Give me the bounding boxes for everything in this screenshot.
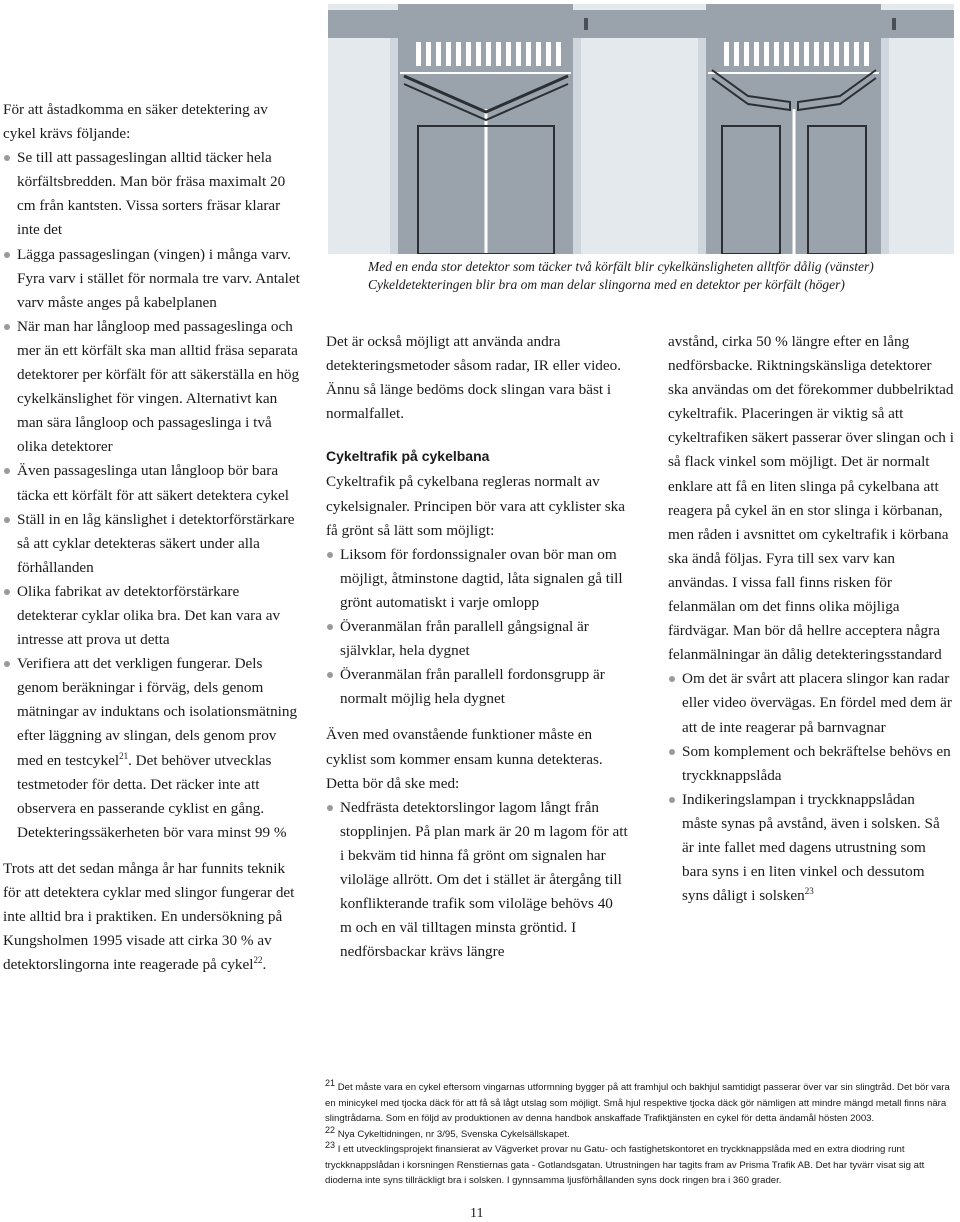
signal-post-icon: [584, 18, 588, 30]
paragraph: Även med ovanstående funktioner måste en cyklist som kommer ensam kunna detekteras. Detta bör då ske med:: [326, 726, 603, 792]
list-item: Även passageslinga utan långloop bör bara täcka ett körfält för att säkert detektera cykel: [3, 459, 303, 507]
list-item: Överanmälan från parallell gångsignal är självklar, hela dygnet: [326, 615, 628, 663]
stop-line: [400, 72, 571, 74]
curb: [573, 38, 581, 254]
curb: [390, 38, 398, 254]
list-item: Om det är svårt att placera slingor kan radar eller video övervägas. En fördel med dem är att de inte reagerar på barnvagnar: [668, 667, 954, 739]
requirements-list: [3, 146, 303, 845]
footnote-number: 23: [325, 1139, 336, 1150]
footnote: [325, 1124, 957, 1143]
stop-line: [708, 72, 879, 74]
caption-line: Med en enda stor detektor som täcker två körfält blir cykelkänsligheten alltför dålig (vänster): [368, 259, 874, 274]
footnote-text: Det måste vara en cykel eftersom vingarnas utformning bygger på att framhjul och bakhjul samtidigt passerar över var sin slingtråd. Det bör vara en minicykel med tjocka däck för att få så lågt utslag som möjligt. Små hjul respektive tjocka däck gör nämligen att mindre mängd metall finns nära slingtrådarna. Som en följd av produktionen av denna handbok anskaffade Trafiktjänsten en cykel för detta ändamål hösten 2003.: [325, 1082, 950, 1124]
footnote-ref: 22: [253, 955, 263, 966]
road: [328, 10, 954, 38]
section-heading: Cykeltrafik på cykelbana: [326, 448, 490, 465]
intersection-figure: [328, 4, 954, 254]
page-number: 11: [470, 1206, 484, 1221]
list-item: Som komplement och bekräftelse behövs en tryckknappslåda: [668, 740, 954, 788]
footnote: [325, 1139, 957, 1189]
list-item: Nedfrästa detektorslingor lagom långt från stopplinjen. På plan mark är 20 m lagom för att i bekväm tid hinna få grönt om signalen har viloläge allrött. Om det i stället är återgång till konflikterande trafik som viloläge behövs 40 m och en väl tilltagen minsta gröntid. I nedförsbackar krävs längre: [326, 796, 628, 965]
list-item: När man har långloop med passageslinga och mer än ett körfält ska man alltid fräsa separata detektorer per körfält för att säkerställa en hög cykelkänslighet för vingen. Alternativt kan man sära långloop och passageslinga i två olika detektorer: [3, 315, 303, 460]
list-item-text: . Det behöver utvecklas testmetoder för detta. Det räcker inte att observera en passerande cyklist en gång. Detekteringssäkerheten bör vara minst 99 %: [17, 751, 287, 841]
curb: [698, 38, 706, 254]
crosswalk-left: [416, 42, 561, 66]
list-item: [668, 788, 954, 908]
footnote-number: 22: [325, 1124, 336, 1135]
signal-list: [326, 543, 628, 712]
list-item: Liksom för fordonssignaler ovan bör man om möjligt, åtminstone dagtid, låta signalen gå till grönt automatiskt i varje omlopp: [326, 543, 628, 615]
footnote-ref: 21: [119, 750, 129, 761]
closing-paragraph: [3, 857, 303, 977]
paragraph-text: Trots att det sedan många år har funnits teknik för att detektera cyklar med slingor fungerar det inte alltid bra i praktiken. En undersökning på Kungsholmen 1995 visade att cirka 30 % av detektorslingorna inte reagerade på cykel: [3, 859, 295, 974]
footnote-text: I ett utvecklingsprojekt finansierat av Vägverket provar nu Gatu- och fastighetskontoret en tryckknappslåda med en extra diodring runt tryckknappslådan i korsningen Renstiernas gata - Gotlandsgatan. Utrustningen har tagits fram av Prisma Trafik AB. Det har tyvärr visat sig att dioderna inte syns tillräckligt bra i solsken. I gynnsamma ljusförhållanden syns dock ringen bra i 360 grader.: [325, 1144, 925, 1186]
intro-paragraph: För att åstadkomma en säker detektering av cykel krävs följande:: [3, 101, 268, 143]
equipment-list: [668, 667, 954, 908]
crosswalk-right: [724, 42, 869, 66]
curb: [881, 38, 889, 254]
list-item: Ställ in en låg känslighet i detektorförstärkare så att cyklar detekteras säkert under alla förhållanden: [3, 508, 303, 580]
paragraph: avstånd, cirka 50 % längre efter en lång nedförsbacke. Riktningskänsliga detektorer ska användas om det förekommer dubbelriktad cykeltrafik. Placeringen är viktig så att cykeltrafiken säkert passerar över slingan och i så flack vinkel som möjligt. Det är normalt enklare att få en liten slinga på cykelbana att reagera på cykel än en stor slinga i körbanan, men råden i avsnittet om cykeltrafik i körbana ska ändå följas. Fyra till sex varv kan användas. I vissa fall finns risken för felanmälan om det finns olika möjliga färdvägar. Man bör då hellre acceptera några felanmälningar än dålig detekteringsstandard: [668, 333, 954, 664]
footnotes: [325, 1077, 957, 1189]
footnote: [325, 1077, 957, 1127]
paragraph: Cykeltrafik på cykelbana regleras normalt av cykelsignaler. Principen bör vara att cyklister ska få grönt så lätt som möjligt:: [326, 473, 626, 539]
caption-line: Cykeldetekteringen blir bra om man delar slingorna med en detektor per körfält (höger): [368, 277, 845, 292]
list-item: Överanmälan från parallell fordonsgrupp är normalt möjlig hela dygnet: [326, 663, 628, 711]
list-item-text: Indikeringslampan i tryckknappslådan måste synas på avstånd, även i solsken. Så är inte fallet med dagens utrustning som bara syns i en liten vinkel och dessutom syns dåligt i solsken: [682, 790, 940, 905]
paragraph-text: .: [262, 956, 267, 974]
figure-caption: [368, 258, 958, 294]
column-right: [668, 330, 954, 908]
list-item: Se till att passageslingan alltid täcker hela körfältsbredden. Man bör fräsa maximalt 20 cm från kantsten. Vissa sorters fräsar klarar inte det: [3, 146, 303, 242]
column-middle: [326, 330, 628, 964]
paragraph: Det är också möjligt att använda andra detekteringsmetoder såsom radar, IR eller video. Ännu så länge bedöms dock slingan vara bäst i normalfallet.: [326, 333, 622, 423]
detection-list: [326, 796, 628, 965]
list-item: [3, 652, 303, 845]
column-left: [3, 98, 303, 977]
list-item: Olika fabrikat av detektorförstärkare detekterar cyklar olika bra. Det kan vara av intresse att prova ut detta: [3, 580, 303, 652]
footnote-ref: 23: [804, 886, 814, 897]
signal-post-icon: [892, 18, 896, 30]
list-item: Lägga passageslingan (vingen) i många varv. Fyra varv i stället för normala tre varv. Antalet varv måste anges på kabelplanen: [3, 243, 303, 315]
road-diagram: [328, 4, 954, 254]
list-item-text: Verifiera att det verkligen fungerar. Dels genom beräkningar i förväg, dels genom mätningar av induktans och isolationsmätning efter läggning av slingan, dels genom prov med en testcykel: [17, 655, 298, 769]
footnote-number: 21: [325, 1077, 336, 1088]
footnote-text: Nya Cykeltidningen, nr 3/95, Svenska Cykelsällskapet.: [337, 1128, 570, 1140]
